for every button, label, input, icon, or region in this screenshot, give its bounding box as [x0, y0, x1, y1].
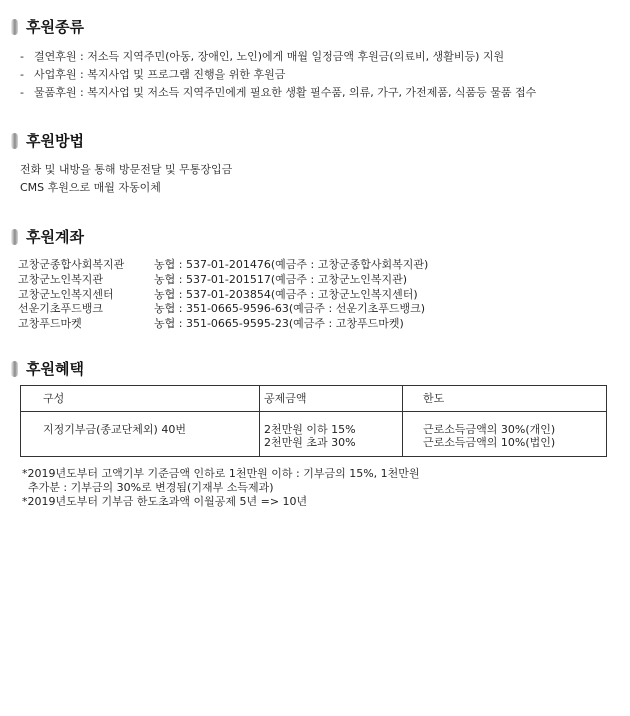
section-donation-accounts [0, 226, 630, 248]
donation-method-line: CMS 후원으로 매월 자동이체 [20, 181, 161, 194]
donation-method-line: 전화 및 내방을 통해 방문전달 및 무통장입금 [20, 163, 233, 176]
table-header-divider [21, 411, 606, 412]
benefit-note: *2019년도부터 기부금 한도초과액 이월공제 5년 => 10년 [22, 495, 308, 508]
table-header-type: 구성 [43, 392, 65, 405]
account-name: 고창군노인복지센터 [18, 288, 114, 301]
account-name: 고창군노인복지관 [18, 273, 104, 286]
section-donation-types [0, 16, 630, 38]
benefit-note: 추가분 : 기부금의 30%로 변경됨(기재부 소득제과) [28, 481, 274, 494]
table-cell-deduction: 2천만원 이하 15% [264, 423, 356, 436]
table-cell-limit: 근로소득금액의 10%(법인) [423, 436, 556, 449]
table-header-limit: 한도 [423, 392, 445, 405]
section-bullet-icon [11, 19, 18, 35]
table-column-divider [402, 386, 403, 456]
account-info: 농협 : 537-01-203854(예금주 : 고창군노인복지센터) [154, 288, 418, 301]
donation-type-item: - 사업후원 : 복지사업 및 프로그램 진행을 위한 후원금 [20, 68, 286, 81]
account-info: 농협 : 537-01-201517(예금주 : 고창군노인복지관) [154, 273, 408, 286]
section-title-donation-types: 후원종류 [0, 16, 630, 38]
section-bullet-icon [11, 361, 18, 377]
account-row [18, 288, 418, 302]
table-cell-deduction: 2천만원 초과 30% [264, 436, 356, 449]
account-name: 선운기초푸드뱅크 [18, 302, 104, 315]
account-info: 농협 : 351-0665-9595-23(예금주 : 고창푸드마켓) [154, 317, 404, 330]
section-title-donation-accounts: 후원계좌 [0, 226, 630, 248]
section-bullet-icon [11, 229, 18, 245]
account-info: 농협 : 351-0665-9596-63(예금주 : 선운기초푸드뱅크) [154, 302, 426, 315]
table-column-divider [259, 386, 260, 456]
table-header-deduction: 공제금액 [264, 392, 307, 405]
account-row [18, 273, 407, 287]
account-row [18, 302, 425, 316]
section-donation-methods [0, 130, 630, 152]
donation-type-item: - 물품후원 : 복지사업 및 저소득 지역주민에게 필요한 생활 필수품, 의류, 가구, 가전제품, 식품등 물품 접수 [20, 86, 537, 99]
benefits-table [20, 385, 607, 457]
account-row [18, 258, 428, 272]
section-bullet-icon [11, 133, 18, 149]
donation-type-item: - 결연후원 : 저소득 지역주민(아동, 장애인, 노인)에게 매월 일정금액 후원금(의료비, 생활비등) 지원 [20, 50, 505, 63]
section-title-donation-methods: 후원방법 [0, 130, 630, 152]
account-name: 고창푸드마켓 [18, 317, 82, 330]
table-cell-type: 지정기부금(종교단체외) 40번 [43, 423, 186, 436]
table-cell-limit: 근로소득금액의 30%(개인) [423, 423, 556, 436]
benefit-note: *2019년도부터 고액기부 기준금액 인하로 1천만원 이하 : 기부금의 15%, 1천만원 [22, 467, 420, 480]
section-donation-benefits [0, 358, 630, 380]
account-row [18, 317, 404, 331]
account-name: 고창군종합사회복지관 [18, 258, 125, 271]
section-title-donation-benefits: 후원혜택 [0, 358, 630, 380]
account-info: 농협 : 537-01-201476(예금주 : 고창군종합사회복지관) [154, 258, 429, 271]
